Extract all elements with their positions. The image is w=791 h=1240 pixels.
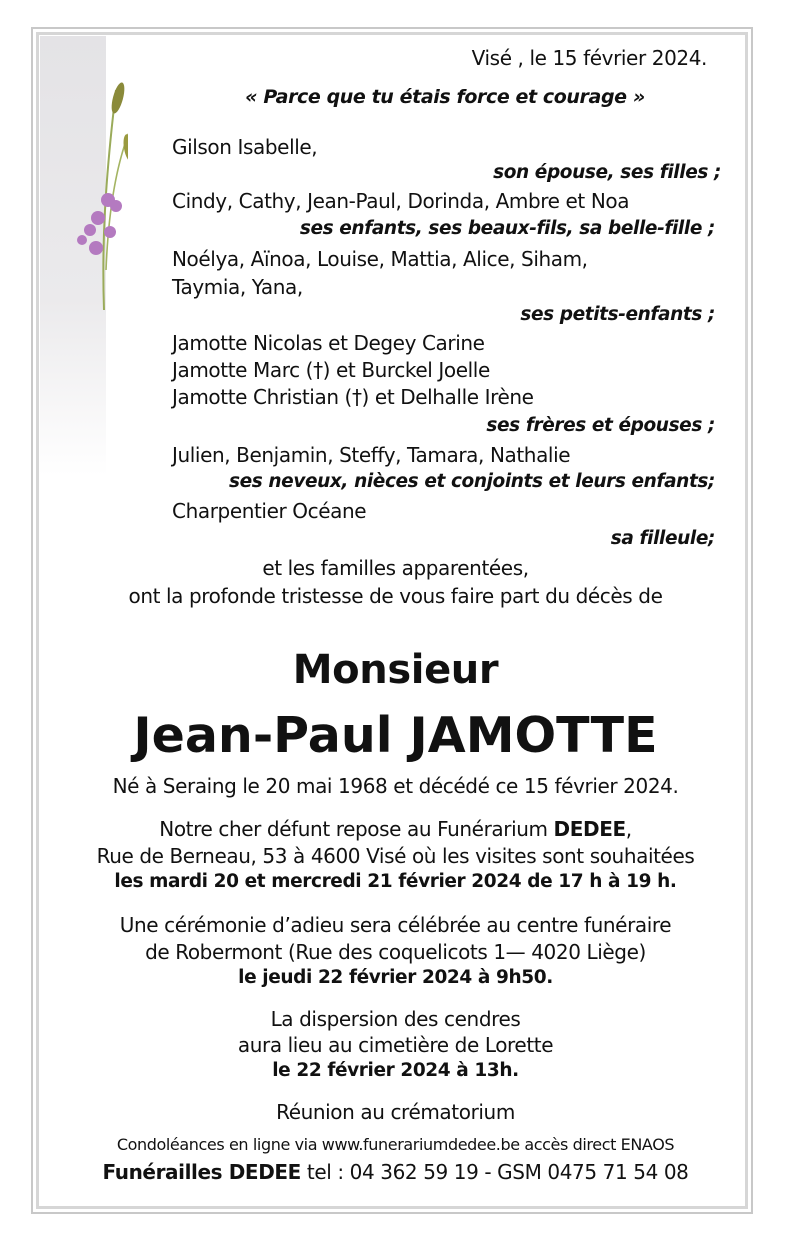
visit-times: les mardi 20 et mercredi 21 février 2024 de 17 h à 19 h.	[114, 871, 677, 892]
ceremony-line-2: de Robermont (Rue des coquelicots 1— 4020 Liège)	[145, 940, 646, 964]
funerarium-name: DEDEE	[553, 817, 626, 841]
deceased-title: Monsieur	[292, 647, 499, 693]
dispersion-line-1: La dispersion des cendres	[270, 1007, 521, 1031]
family-relation: ses petits-enfants ;	[520, 304, 715, 325]
reunion-line: Réunion au crématorium	[276, 1100, 515, 1124]
funeral-home-name: Funérailles DEDEE	[102, 1160, 301, 1184]
families-line: et les familles apparentées,	[262, 556, 529, 580]
family-name: Noélya, Aïnoa, Louise, Mattia, Alice, Siham,	[172, 247, 588, 271]
family-name: Julien, Benjamin, Steffy, Tamara, Nathalie	[172, 443, 571, 467]
family-name: Jamotte Nicolas et Degey Carine	[172, 331, 485, 355]
family-name: Jamotte Christian (†) et Delhalle Irène	[172, 385, 534, 409]
deceased-name: Jean-Paul JAMOTTE	[133, 707, 658, 764]
announce-line: ont la profonde tristesse de vous faire part du décès de	[128, 584, 663, 608]
footer-contact	[0, 1158, 791, 1186]
ceremony-date: le jeudi 22 février 2024 à 9h50.	[238, 967, 553, 988]
contact-numbers: tel : 04 362 59 19 - GSM 0475 71 54 08	[300, 1160, 689, 1184]
family-relation: son épouse, ses filles ;	[493, 162, 721, 183]
birth-death-line: Né à Seraing le 20 mai 1968 et décédé ce 15 février 2024.	[112, 774, 679, 798]
ceremony-line-1: Une cérémonie d’adieu sera célébrée au centre funéraire	[119, 913, 672, 937]
family-relation: ses enfants, ses beaux-fils, sa belle-fille ;	[299, 218, 715, 239]
repose-line-2: Rue de Berneau, 53 à 4600 Visé où les visites sont souhaitées	[96, 844, 695, 868]
family-name: Gilson Isabelle,	[172, 135, 318, 159]
family-relation: ses frères et épouses ;	[486, 415, 715, 436]
quote: « Parce que tu étais force et courage »	[245, 86, 645, 108]
family-name: Taymia, Yana,	[172, 275, 303, 299]
family-name: Jamotte Marc (†) et Burckel Joelle	[172, 358, 490, 382]
condolences-line: Condoléances en ligne via www.funerariumdedee.be accès direct ENAOS	[116, 1135, 675, 1154]
dispersion-line-2: aura lieu au cimetière de Lorette	[237, 1033, 554, 1057]
family-name: Charpentier Océane	[172, 499, 367, 523]
family-relation: sa filleule;	[610, 528, 715, 549]
date-line: Visé , le 15 février 2024.	[471, 46, 707, 70]
family-relation: ses neveux, nièces et conjoints et leurs enfants;	[228, 471, 715, 492]
dispersion-date: le 22 février 2024 à 13h.	[272, 1060, 519, 1081]
repose-line-1	[0, 816, 791, 842]
repose-suffix: ,	[625, 817, 632, 841]
repose-text: Notre cher défunt repose au Funérarium	[159, 817, 554, 841]
family-name: Cindy, Cathy, Jean-Paul, Dorinda, Ambre et Noa	[172, 189, 630, 213]
